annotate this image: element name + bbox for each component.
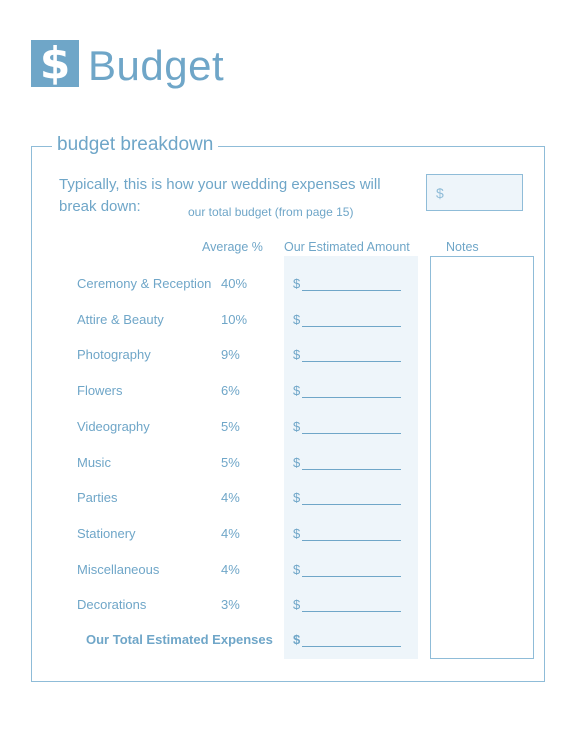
logo-glyph: $	[39, 37, 71, 89]
row-category: Music	[77, 455, 111, 470]
dollar-logo-icon	[31, 37, 79, 89]
row-percent: 10%	[221, 312, 248, 327]
table-row	[0, 347, 583, 367]
total-estimated-blank[interactable]	[302, 646, 401, 647]
total-budget-field[interactable]	[426, 174, 523, 211]
row-amount-blank[interactable]	[302, 469, 401, 470]
row-category: Flowers	[77, 383, 123, 398]
table-row	[0, 383, 583, 403]
table-row	[0, 419, 583, 439]
row-amount-prefix: $	[293, 419, 301, 434]
row-percent: 40%	[221, 276, 248, 291]
total-budget-caption: our total budget (from page 15)	[188, 205, 354, 219]
column-header-estimated: Our Estimated Amount	[284, 240, 410, 254]
table-row	[0, 562, 583, 582]
row-percent: 5%	[221, 419, 240, 434]
table-row	[0, 490, 583, 510]
table-row	[0, 455, 583, 475]
column-header-notes: Notes	[446, 240, 479, 254]
row-amount-blank[interactable]	[302, 433, 401, 434]
row-amount-blank[interactable]	[302, 397, 401, 398]
row-amount-prefix: $	[293, 383, 301, 398]
intro-text: Typically, this is how your wedding expenses will break down:	[59, 176, 381, 215]
row-amount-blank[interactable]	[302, 326, 401, 327]
row-amount-prefix: $	[293, 597, 301, 612]
row-category: Ceremony & Reception	[77, 276, 212, 291]
row-amount-prefix: $	[293, 455, 301, 470]
row-amount-blank[interactable]	[302, 290, 401, 291]
table-row	[0, 526, 583, 546]
section-title: budget breakdown	[52, 134, 218, 156]
row-amount-prefix: $	[293, 526, 301, 541]
page-title: Budget	[88, 42, 225, 89]
row-amount-prefix: $	[293, 562, 301, 577]
row-category: Photography	[77, 347, 151, 362]
row-amount-blank[interactable]	[302, 576, 401, 577]
column-header-average: Average %	[202, 240, 263, 254]
row-amount-blank[interactable]	[302, 540, 401, 541]
row-amount-prefix: $	[293, 312, 301, 327]
row-amount-prefix: $	[293, 347, 301, 362]
row-category: Decorations	[77, 597, 147, 612]
row-percent: 6%	[221, 383, 240, 398]
row-category: Videography	[77, 419, 150, 434]
row-amount-blank[interactable]	[302, 611, 401, 612]
row-category: Miscellaneous	[77, 562, 160, 577]
row-amount-prefix: $	[293, 276, 301, 291]
row-percent: 5%	[221, 455, 240, 470]
row-category: Stationery	[77, 526, 136, 541]
total-estimated-prefix: $	[293, 632, 301, 647]
row-amount-blank[interactable]	[302, 504, 401, 505]
row-category: Parties	[77, 490, 118, 505]
total-estimated-label: Our Total Estimated Expenses	[86, 632, 273, 647]
total-budget-prefix: $	[436, 185, 444, 201]
row-percent: 4%	[221, 526, 240, 541]
row-percent: 3%	[221, 597, 240, 612]
row-category: Attire & Beauty	[77, 312, 164, 327]
table-row	[0, 597, 583, 617]
row-percent: 4%	[221, 562, 240, 577]
table-row	[0, 276, 583, 296]
row-percent: 4%	[221, 490, 240, 505]
table-row	[0, 312, 583, 332]
row-amount-blank[interactable]	[302, 361, 401, 362]
row-amount-prefix: $	[293, 490, 301, 505]
row-percent: 9%	[221, 347, 240, 362]
